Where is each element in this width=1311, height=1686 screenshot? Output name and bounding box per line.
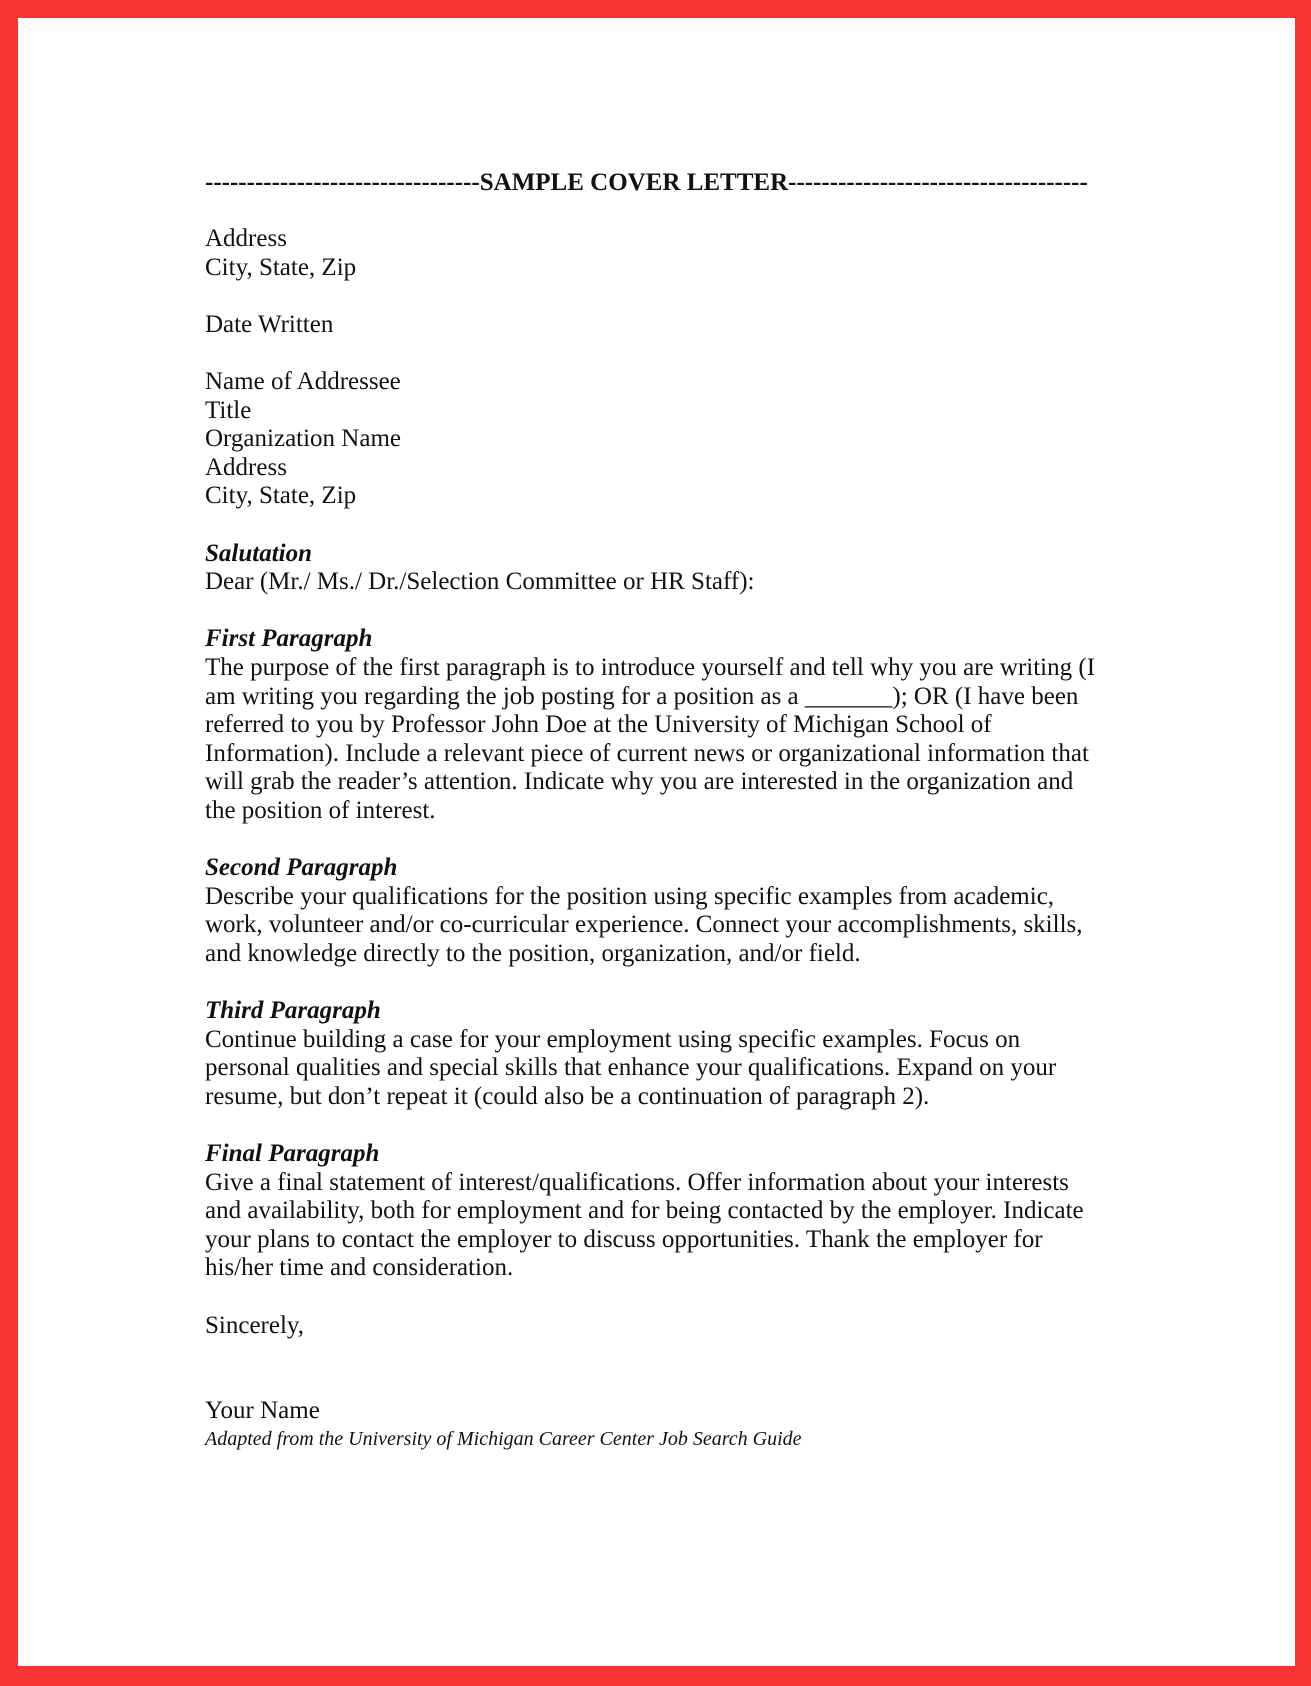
paragraph-line: work, volunteer and/or co-curricular experience. Connect your accomplishments, skills, [205,911,1083,939]
salutation-text: Dear (Mr./ Ms./ Dr./Selection Committee or HR Staff): [205,568,755,596]
sender-city-state-zip: City, State, Zip [205,253,357,281]
spacer [205,282,1125,311]
second-paragraph-section [205,854,1125,968]
paragraph-line: will grab the reader’s attention. Indicate why you are interested in the organization and [205,768,1074,796]
recipient-block [205,368,1125,511]
paragraph-line: resume, but don’t repeat it (could also be a continuation of paragraph 2). [205,1082,930,1110]
paragraph-line: Describe your qualifications for the position using specific examples from academic, [205,882,1055,910]
letter-body [205,225,1125,1452]
final-paragraph-section [205,1140,1125,1283]
first-paragraph-section [205,625,1125,825]
paragraph-line: the position of interest. [205,796,436,824]
spacer [205,339,1125,368]
sender-address-line: Address [205,225,287,252]
spacer [205,825,1125,854]
recipient-organization: Organization Name [205,425,401,453]
paragraph-line: Give a final statement of interest/qualifications. Offer information about your interests [205,1168,1069,1196]
spacer [205,597,1125,626]
paragraph-line: Information). Include a relevant piece of current news or organizational information that [205,739,1089,767]
paragraph-line: and knowledge directly to the position, organization, and/or field. [205,939,861,967]
closing: Sincerely, [205,1311,305,1339]
date-line: Date Written [205,310,334,338]
salutation-section [205,540,1125,597]
paragraph-line: Continue building a case for your employment using specific examples. Focus on [205,1025,1021,1053]
paragraph-line: The purpose of the first paragraph is to introduce yourself and tell why you are writing (I [205,653,1096,681]
recipient-name: Name of Addressee [205,367,401,395]
signature-spacer [205,1340,1125,1397]
spacer [205,968,1125,997]
letter-heading: ---------------------------------SAMPLE COVER LETTER------------------------------------ [205,169,1088,196]
second-paragraph-title: Second Paragraph [205,854,398,882]
paragraph-line: his/her time and consideration. [205,1254,514,1282]
recipient-city-state-zip: City, State, Zip [205,482,357,510]
salutation-title: Salutation [205,539,312,567]
signature-name: Your Name [205,1397,320,1425]
paragraph-line: your plans to contact the employer to discuss opportunities. Thank the employer for [205,1225,1043,1253]
third-paragraph-section [205,997,1125,1111]
spacer [205,1283,1125,1312]
third-paragraph-title: Third Paragraph [205,997,381,1025]
recipient-title: Title [205,396,252,424]
spacer [205,511,1125,540]
recipient-address: Address [205,453,287,481]
paragraph-line: am writing you regarding the job posting for a position as a _______); OR (I have been [205,682,1079,710]
first-paragraph-title: First Paragraph [205,625,373,653]
paragraph-line: referred to you by Professor John Doe at the University of Michigan School of [205,711,992,739]
final-paragraph-title: Final Paragraph [205,1140,380,1167]
spacer [205,1111,1125,1140]
source-credit: Adapted from the University of Michigan Career Center Job Search Guide [205,1427,802,1450]
paragraph-line: and availability, both for employment and for being contacted by the employer. Indicate [205,1197,1084,1225]
paragraph-line: personal qualities and special skills that enhance your qualifications. Expand on your [205,1054,1057,1082]
sender-address-block [205,225,1125,282]
